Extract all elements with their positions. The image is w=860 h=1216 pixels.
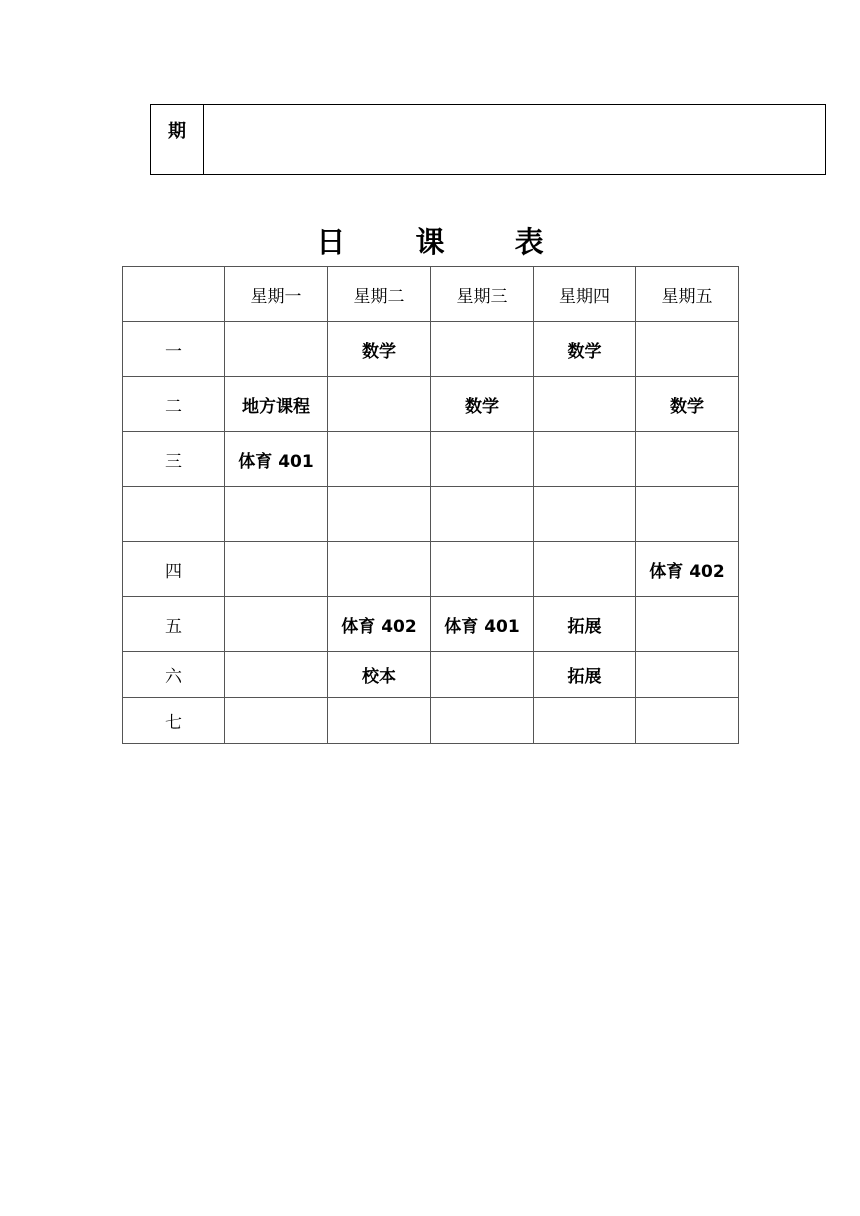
period-label: 六 xyxy=(123,652,225,698)
table-cell: 体育 402 xyxy=(636,542,739,597)
table-cell xyxy=(328,542,431,597)
header-cell-tue: 星期二 xyxy=(328,267,431,322)
top-label: 期 xyxy=(168,121,186,142)
table-cell xyxy=(328,698,431,744)
top-partial-table xyxy=(150,104,826,175)
table-cell xyxy=(225,698,328,744)
table-row xyxy=(123,322,739,377)
period-label: 二 xyxy=(123,377,225,432)
table-cell xyxy=(636,322,739,377)
table-cell: 体育 401 xyxy=(225,432,328,487)
table-cell: 地方课程 xyxy=(225,377,328,432)
table-cell xyxy=(534,432,636,487)
table-cell xyxy=(431,542,534,597)
table-cell xyxy=(534,377,636,432)
table-cell: 体育 401 xyxy=(431,597,534,652)
table-cell: 体育 402 xyxy=(328,597,431,652)
period-label xyxy=(123,487,225,542)
table-cell xyxy=(431,652,534,698)
table-cell xyxy=(636,432,739,487)
table-cell: 拓展 xyxy=(534,652,636,698)
table-cell xyxy=(225,487,328,542)
table-cell xyxy=(534,542,636,597)
table-cell xyxy=(431,432,534,487)
period-label: 四 xyxy=(123,542,225,597)
header-cell-wed: 星期三 xyxy=(431,267,534,322)
table-cell: 校本 xyxy=(328,652,431,698)
table-row xyxy=(123,487,739,542)
page-title: 日 课 表 xyxy=(316,225,574,259)
table-cell xyxy=(431,487,534,542)
header-cell-corner xyxy=(123,267,225,322)
table-cell xyxy=(328,487,431,542)
table-cell xyxy=(431,698,534,744)
table-cell xyxy=(225,322,328,377)
header-cell-fri: 星期五 xyxy=(636,267,739,322)
period-label: 一 xyxy=(123,322,225,377)
table-cell xyxy=(534,487,636,542)
period-label: 三 xyxy=(123,432,225,487)
table-row xyxy=(123,652,739,698)
table-cell xyxy=(225,652,328,698)
table-cell: 拓展 xyxy=(534,597,636,652)
table-cell xyxy=(431,322,534,377)
table-cell: 数学 xyxy=(534,322,636,377)
table-cell xyxy=(534,698,636,744)
table-row xyxy=(123,597,739,652)
table-cell xyxy=(636,487,739,542)
table-cell xyxy=(636,597,739,652)
table-cell xyxy=(328,377,431,432)
table-row xyxy=(123,432,739,487)
table-row xyxy=(123,377,739,432)
timetable xyxy=(122,266,739,744)
top-label-cell xyxy=(151,105,204,174)
table-cell: 数学 xyxy=(636,377,739,432)
table-row xyxy=(123,698,739,744)
period-label: 五 xyxy=(123,597,225,652)
table-cell xyxy=(225,542,328,597)
top-content-cell xyxy=(204,105,825,174)
table-cell xyxy=(636,652,739,698)
header-cell-mon: 星期一 xyxy=(225,267,328,322)
table-row xyxy=(123,542,739,597)
table-cell: 数学 xyxy=(431,377,534,432)
table-cell: 数学 xyxy=(328,322,431,377)
table-cell xyxy=(636,698,739,744)
header-cell-thu: 星期四 xyxy=(534,267,636,322)
header-row xyxy=(123,267,739,322)
table-cell xyxy=(225,597,328,652)
table-cell xyxy=(328,432,431,487)
period-label: 七 xyxy=(123,698,225,744)
